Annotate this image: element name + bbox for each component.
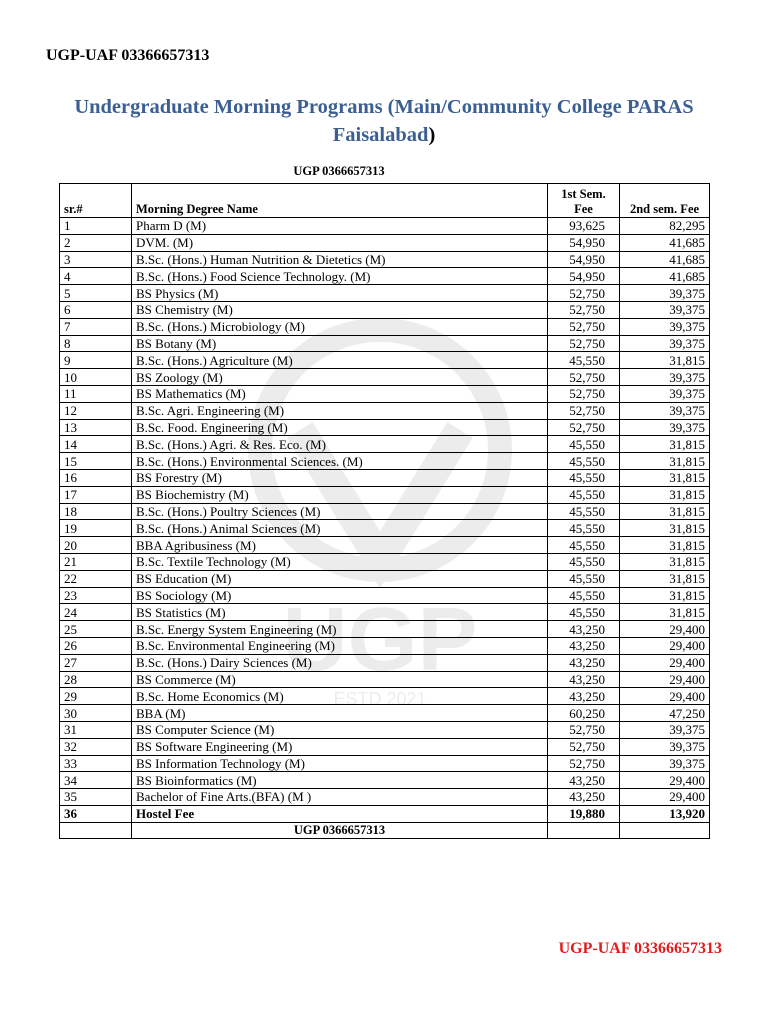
row-sr: 31: [60, 721, 132, 738]
row-degree-name: Bachelor of Fine Arts.(BFA) (M ): [132, 789, 548, 806]
table-row: [60, 587, 710, 604]
row-degree-name: BS Botany (M): [132, 335, 548, 352]
table-row: [60, 352, 710, 369]
row-fee-2: 29,400: [620, 654, 710, 671]
row-fee-2: 39,375: [620, 738, 710, 755]
row-fee-1: 52,750: [548, 721, 620, 738]
row-degree-name: BS Education (M): [132, 570, 548, 587]
row-fee-1: 43,250: [548, 654, 620, 671]
table-row: [60, 419, 710, 436]
row-fee-2: 31,815: [620, 436, 710, 453]
row-fee-1: 52,750: [548, 318, 620, 335]
row-sr: 36: [60, 805, 132, 822]
row-fee-1: 52,750: [548, 385, 620, 402]
row-fee-1: 54,950: [548, 251, 620, 268]
row-fee-1: 52,750: [548, 335, 620, 352]
row-fee-1: 52,750: [548, 285, 620, 302]
row-degree-name: BS Zoology (M): [132, 369, 548, 386]
row-sr: 14: [60, 436, 132, 453]
row-degree-name: B.Sc. (Hons.) Food Science Technology. (M): [132, 268, 548, 285]
table-row: [60, 285, 710, 302]
row-fee-2: 29,400: [620, 789, 710, 806]
row-sr: 27: [60, 654, 132, 671]
table-row: [60, 705, 710, 722]
table-row: [60, 234, 710, 251]
table-row: [60, 469, 710, 486]
row-fee-1: 43,250: [548, 637, 620, 654]
row-sr: 12: [60, 402, 132, 419]
row-fee-2: 39,375: [620, 385, 710, 402]
row-fee-2: 31,815: [620, 553, 710, 570]
row-degree-name: B.Sc. (Hons.) Agri. & Res. Eco. (M): [132, 436, 548, 453]
table-header-row: [60, 184, 710, 218]
row-fee-1: 52,750: [548, 738, 620, 755]
row-fee-1: 45,550: [548, 436, 620, 453]
row-sr: 35: [60, 789, 132, 806]
row-fee-1: 45,550: [548, 453, 620, 470]
row-fee-2: 39,375: [620, 301, 710, 318]
row-degree-name: B.Sc. (Hons.) Microbiology (M): [132, 318, 548, 335]
row-fee-1: 52,750: [548, 301, 620, 318]
title-line-2: [40, 121, 728, 149]
row-fee-1: 54,950: [548, 268, 620, 285]
row-degree-name: Pharm D (M): [132, 218, 548, 235]
table-row: [60, 789, 710, 806]
row-fee-2: 39,375: [620, 755, 710, 772]
page-title: [40, 93, 728, 149]
row-sr: 20: [60, 537, 132, 554]
row-fee-1: 43,250: [548, 621, 620, 638]
row-degree-name: BS Sociology (M): [132, 587, 548, 604]
row-degree-name: B.Sc. (Hons.) Poultry Sciences (M): [132, 503, 548, 520]
watermark-logo-text: UGP: [282, 590, 478, 690]
row-fee-2: 39,375: [620, 285, 710, 302]
row-fee-1: 45,550: [548, 469, 620, 486]
table-row: [60, 301, 710, 318]
row-fee-1: 45,550: [548, 486, 620, 503]
row-sr: 3: [60, 251, 132, 268]
header-sr: sr.#: [60, 184, 132, 218]
row-sr: 15: [60, 453, 132, 470]
title-line-2-text: Faisalabad: [332, 124, 429, 146]
row-fee-2: 39,375: [620, 318, 710, 335]
row-fee-1: 52,750: [548, 419, 620, 436]
table-row: [60, 436, 710, 453]
row-degree-name: B.Sc. (Hons.) Dairy Sciences (M): [132, 654, 548, 671]
row-fee-1: 43,250: [548, 789, 620, 806]
table-row: [60, 369, 710, 386]
row-degree-name: BBA Agribusiness (M): [132, 537, 548, 554]
row-degree-name: B.Sc. (Hons.) Animal Sciences (M): [132, 520, 548, 537]
table-caption: UGP 0366657313: [293, 164, 385, 178]
row-fee-1: 60,250: [548, 705, 620, 722]
table-row: [60, 318, 710, 335]
row-fee-1: 19,880: [548, 805, 620, 822]
row-degree-name: BBA (M): [132, 705, 548, 722]
row-fee-1: 45,550: [548, 570, 620, 587]
row-sr: 17: [60, 486, 132, 503]
title-line-1: Undergraduate Morning Programs (Main/Community College PARAS: [74, 96, 694, 118]
row-degree-name: BS Software Engineering (M): [132, 738, 548, 755]
row-fee-2: 39,375: [620, 402, 710, 419]
row-sr: 5: [60, 285, 132, 302]
row-fee-2: 29,400: [620, 671, 710, 688]
row-fee-2: 41,685: [620, 234, 710, 251]
row-degree-name: BS Mathematics (M): [132, 385, 548, 402]
table-row: [60, 604, 710, 621]
row-sr: 9: [60, 352, 132, 369]
row-degree-name: BS Chemistry (M): [132, 301, 548, 318]
row-degree-name: B.Sc. Textile Technology (M): [132, 553, 548, 570]
row-sr: 7: [60, 318, 132, 335]
row-degree-name: B.Sc. Environmental Engineering (M): [132, 637, 548, 654]
row-sr: 16: [60, 469, 132, 486]
row-fee-2: 31,815: [620, 570, 710, 587]
row-degree-name: B.Sc. (Hons.) Environmental Sciences. (M): [132, 453, 548, 470]
header-fee-2: 2nd sem. Fee: [620, 184, 710, 218]
row-fee-2: 41,685: [620, 268, 710, 285]
row-fee-1: 43,250: [548, 688, 620, 705]
row-degree-name: BS Forestry (M): [132, 469, 548, 486]
row-fee-2: 82,295: [620, 218, 710, 235]
row-fee-2: 39,375: [620, 335, 710, 352]
row-fee-1: 45,550: [548, 520, 620, 537]
row-fee-1: 45,550: [548, 352, 620, 369]
table-row: [60, 268, 710, 285]
table-row: [60, 453, 710, 470]
row-fee-2: 39,375: [620, 369, 710, 386]
title-close-paren: ): [428, 124, 436, 146]
row-fee-1: 52,750: [548, 402, 620, 419]
table-row: [60, 486, 710, 503]
row-degree-name: B.Sc. Agri. Engineering (M): [132, 402, 548, 419]
table-row: [60, 637, 710, 654]
row-degree-name: B.Sc. (Hons.) Agriculture (M): [132, 352, 548, 369]
row-sr: 24: [60, 604, 132, 621]
row-sr: 18: [60, 503, 132, 520]
row-sr: 34: [60, 772, 132, 789]
row-degree-name: BS Biochemistry (M): [132, 486, 548, 503]
row-degree-name: B.Sc. Home Economics (M): [132, 688, 548, 705]
row-degree-name: BS Commerce (M): [132, 671, 548, 688]
row-fee-1: 93,625: [548, 218, 620, 235]
table-row: [60, 537, 710, 554]
table-row: [60, 402, 710, 419]
table-row: [60, 553, 710, 570]
row-degree-name: BS Bioinformatics (M): [132, 772, 548, 789]
row-fee-2: 31,815: [620, 604, 710, 621]
table-row: [60, 335, 710, 352]
row-fee-1: 45,550: [548, 587, 620, 604]
row-fee-2: 31,815: [620, 587, 710, 604]
table-row: [60, 738, 710, 755]
row-fee-2: 29,400: [620, 772, 710, 789]
footer-contact: UGP-UAF 03366657313: [558, 940, 722, 957]
row-fee-2: 39,375: [620, 721, 710, 738]
table-row: [60, 251, 710, 268]
table-row: [60, 520, 710, 537]
row-fee-2: 31,815: [620, 503, 710, 520]
row-sr: 30: [60, 705, 132, 722]
row-fee-2: 39,375: [620, 419, 710, 436]
fee-table: [59, 183, 710, 839]
table-row: [60, 755, 710, 772]
row-fee-2: 29,400: [620, 688, 710, 705]
row-sr: 22: [60, 570, 132, 587]
row-degree-name: B.Sc. (Hons.) Human Nutrition & Dietetics (M): [132, 251, 548, 268]
row-sr: 19: [60, 520, 132, 537]
row-degree-name: BS Physics (M): [132, 285, 548, 302]
table-row: [60, 218, 710, 235]
row-fee-1: 52,750: [548, 369, 620, 386]
row-sr: 33: [60, 755, 132, 772]
row-fee-1: 43,250: [548, 772, 620, 789]
row-sr: 11: [60, 385, 132, 402]
row-sr: 32: [60, 738, 132, 755]
row-sr: 6: [60, 301, 132, 318]
table-row: [60, 805, 710, 822]
row-degree-name: BS Statistics (M): [132, 604, 548, 621]
row-sr: 2: [60, 234, 132, 251]
header-fee-1: 1st Sem. Fee: [548, 184, 620, 218]
table-row: [60, 654, 710, 671]
row-degree-name: B.Sc. Food. Engineering (M): [132, 419, 548, 436]
row-fee-1: 52,750: [548, 755, 620, 772]
table-row: [60, 671, 710, 688]
footer-empty-cell: [620, 822, 710, 839]
row-sr: 25: [60, 621, 132, 638]
table-row: [60, 570, 710, 587]
row-degree-name: B.Sc. Energy System Engineering (M): [132, 621, 548, 638]
table-row: [60, 772, 710, 789]
row-degree-name: BS Computer Science (M): [132, 721, 548, 738]
row-degree-name: Hostel Fee: [132, 805, 548, 822]
row-sr: 29: [60, 688, 132, 705]
table-footer-row: [60, 822, 710, 839]
row-fee-1: 45,550: [548, 537, 620, 554]
row-fee-2: 31,815: [620, 453, 710, 470]
row-sr: 28: [60, 671, 132, 688]
row-fee-2: 31,815: [620, 520, 710, 537]
row-sr: 8: [60, 335, 132, 352]
row-sr: 1: [60, 218, 132, 235]
row-fee-1: 45,550: [548, 503, 620, 520]
table-row: [60, 503, 710, 520]
row-fee-1: 43,250: [548, 671, 620, 688]
row-sr: 23: [60, 587, 132, 604]
row-fee-2: 29,400: [620, 637, 710, 654]
watermark-est-text: ESTD 2021: [333, 689, 427, 709]
row-sr: 13: [60, 419, 132, 436]
row-fee-2: 31,815: [620, 469, 710, 486]
table-row: [60, 688, 710, 705]
row-fee-1: 45,550: [548, 604, 620, 621]
row-degree-name: BS Information Technology (M): [132, 755, 548, 772]
footer-empty-cell: [548, 822, 620, 839]
header-contact: UGP-UAF 03366657313: [46, 47, 210, 64]
row-fee-2: 31,815: [620, 537, 710, 554]
table-footer-text: UGP 0366657313: [132, 822, 548, 839]
table-row: [60, 721, 710, 738]
header-degree-name: Morning Degree Name: [132, 184, 548, 218]
row-fee-2: 41,685: [620, 251, 710, 268]
footer-empty-cell: [60, 822, 132, 839]
row-fee-1: 54,950: [548, 234, 620, 251]
row-degree-name: DVM. (M): [132, 234, 548, 251]
table-row: [60, 385, 710, 402]
row-fee-2: 31,815: [620, 486, 710, 503]
row-sr: 26: [60, 637, 132, 654]
row-fee-1: 45,550: [548, 553, 620, 570]
row-fee-2: 31,815: [620, 352, 710, 369]
row-fee-2: 13,920: [620, 805, 710, 822]
row-sr: 10: [60, 369, 132, 386]
row-fee-2: 47,250: [620, 705, 710, 722]
row-fee-2: 29,400: [620, 621, 710, 638]
row-sr: 4: [60, 268, 132, 285]
row-sr: 21: [60, 553, 132, 570]
table-row: [60, 621, 710, 638]
